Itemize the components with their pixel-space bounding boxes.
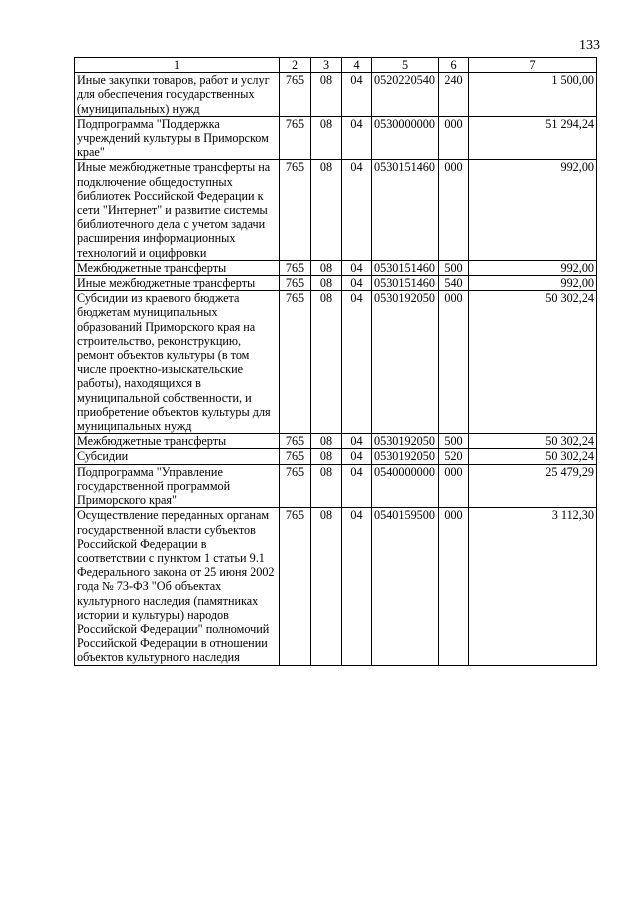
column-header: 6 bbox=[439, 58, 469, 73]
row-amount: 50 302,24 bbox=[469, 434, 597, 449]
row-code-expense-type: 000 bbox=[439, 464, 469, 508]
row-code-target: 0530151460 bbox=[372, 260, 439, 275]
row-code-subsection: 04 bbox=[342, 116, 372, 160]
row-code-subsection: 04 bbox=[342, 434, 372, 449]
row-code-section: 08 bbox=[311, 73, 342, 117]
row-code-subsection: 04 bbox=[342, 508, 372, 665]
table-row bbox=[75, 464, 597, 508]
row-code-ministry: 765 bbox=[280, 434, 311, 449]
row-code-target: 0530192050 bbox=[372, 449, 439, 464]
row-code-target: 0530192050 bbox=[372, 291, 439, 434]
row-code-section: 08 bbox=[311, 464, 342, 508]
row-name: Субсидии bbox=[75, 449, 280, 464]
row-code-section: 08 bbox=[311, 434, 342, 449]
row-code-ministry: 765 bbox=[280, 464, 311, 508]
row-code-target: 0540000000 bbox=[372, 464, 439, 508]
row-code-target: 0530192050 bbox=[372, 434, 439, 449]
row-code-expense-type: 500 bbox=[439, 434, 469, 449]
row-code-ministry: 765 bbox=[280, 260, 311, 275]
row-amount: 992,00 bbox=[469, 160, 597, 260]
table-row bbox=[75, 449, 597, 464]
row-code-section: 08 bbox=[311, 160, 342, 260]
row-code-subsection: 04 bbox=[342, 291, 372, 434]
row-code-target: 0530000000 bbox=[372, 116, 439, 160]
row-name: Иные закупки товаров, работ и услуг для обеспечения государственных (муниципальных) нужд bbox=[75, 73, 280, 117]
row-code-ministry: 765 bbox=[280, 276, 311, 291]
row-code-section: 08 bbox=[311, 291, 342, 434]
row-amount: 50 302,24 bbox=[469, 449, 597, 464]
row-name: Подпрограмма "Поддержка учреждений культуры в Приморском крае" bbox=[75, 116, 280, 160]
row-amount: 51 294,24 bbox=[469, 116, 597, 160]
row-code-section: 08 bbox=[311, 449, 342, 464]
row-code-target: 0530151460 bbox=[372, 160, 439, 260]
column-header: 4 bbox=[342, 58, 372, 73]
column-header: 7 bbox=[469, 58, 597, 73]
column-header: 3 bbox=[311, 58, 342, 73]
row-code-expense-type: 540 bbox=[439, 276, 469, 291]
table-row bbox=[75, 73, 597, 117]
row-code-ministry: 765 bbox=[280, 160, 311, 260]
table-row bbox=[75, 116, 597, 160]
row-code-section: 08 bbox=[311, 276, 342, 291]
row-code-section: 08 bbox=[311, 116, 342, 160]
row-code-target: 0520220540 bbox=[372, 73, 439, 117]
row-code-section: 08 bbox=[311, 260, 342, 275]
column-header: 1 bbox=[75, 58, 280, 73]
row-amount: 992,00 bbox=[469, 276, 597, 291]
row-amount: 50 302,24 bbox=[469, 291, 597, 434]
row-code-subsection: 04 bbox=[342, 260, 372, 275]
row-name: Осуществление переданных органам государственной власти субъектов Российской Федерации в соответствии с пунктом 1 статьи 9.1 Федерального закона от 25 июня 2002 года № 73-ФЗ "Об объектах культурного наследия (памятниках истории и культуры) народов Российской Федерации" полномочий Российской Федерации в отношении объектов культурного наследия bbox=[75, 508, 280, 665]
row-amount: 1 500,00 bbox=[469, 73, 597, 117]
row-code-subsection: 04 bbox=[342, 464, 372, 508]
row-name: Иные межбюджетные трансферты bbox=[75, 276, 280, 291]
row-amount: 992,00 bbox=[469, 260, 597, 275]
table-row bbox=[75, 276, 597, 291]
table-header-row bbox=[75, 58, 597, 73]
row-name: Иные межбюджетные трансферты на подключение общедоступных библиотек Российской Федерации к сети "Интернет" и развитие системы библиотечного дела с учетом задачи расширения информационных технологий и оцифровки bbox=[75, 160, 280, 260]
row-code-target: 0530151460 bbox=[372, 276, 439, 291]
row-code-expense-type: 000 bbox=[439, 160, 469, 260]
budget-table bbox=[74, 57, 597, 666]
table-row bbox=[75, 291, 597, 434]
row-code-expense-type: 520 bbox=[439, 449, 469, 464]
row-amount: 3 112,30 bbox=[469, 508, 597, 665]
table-row bbox=[75, 260, 597, 275]
page-number: 133 bbox=[579, 38, 600, 53]
row-code-expense-type: 500 bbox=[439, 260, 469, 275]
row-code-subsection: 04 bbox=[342, 160, 372, 260]
column-header: 5 bbox=[372, 58, 439, 73]
row-code-ministry: 765 bbox=[280, 508, 311, 665]
row-name: Подпрограмма "Управление государственной программой Приморского края" bbox=[75, 464, 280, 508]
row-name: Межбюджетные трансферты bbox=[75, 434, 280, 449]
row-code-ministry: 765 bbox=[280, 449, 311, 464]
row-amount: 25 479,29 bbox=[469, 464, 597, 508]
row-code-ministry: 765 bbox=[280, 291, 311, 434]
table-row bbox=[75, 160, 597, 260]
row-code-subsection: 04 bbox=[342, 449, 372, 464]
row-code-expense-type: 240 bbox=[439, 73, 469, 117]
row-code-subsection: 04 bbox=[342, 276, 372, 291]
row-code-section: 08 bbox=[311, 508, 342, 665]
row-code-ministry: 765 bbox=[280, 73, 311, 117]
row-code-expense-type: 000 bbox=[439, 291, 469, 434]
row-name: Межбюджетные трансферты bbox=[75, 260, 280, 275]
row-code-subsection: 04 bbox=[342, 73, 372, 117]
row-code-ministry: 765 bbox=[280, 116, 311, 160]
row-code-target: 0540159500 bbox=[372, 508, 439, 665]
row-name: Субсидии из краевого бюджета бюджетам муниципальных образований Приморского края на строительство, реконструкцию, ремонт объектов культуры (в том числе проектно-изыскательские работы), находящихся в муниципальной собственности, и приобретение объектов культуры для муниципальных нужд bbox=[75, 291, 280, 434]
table-row bbox=[75, 508, 597, 665]
row-code-expense-type: 000 bbox=[439, 508, 469, 665]
row-code-expense-type: 000 bbox=[439, 116, 469, 160]
table-row bbox=[75, 434, 597, 449]
column-header: 2 bbox=[280, 58, 311, 73]
